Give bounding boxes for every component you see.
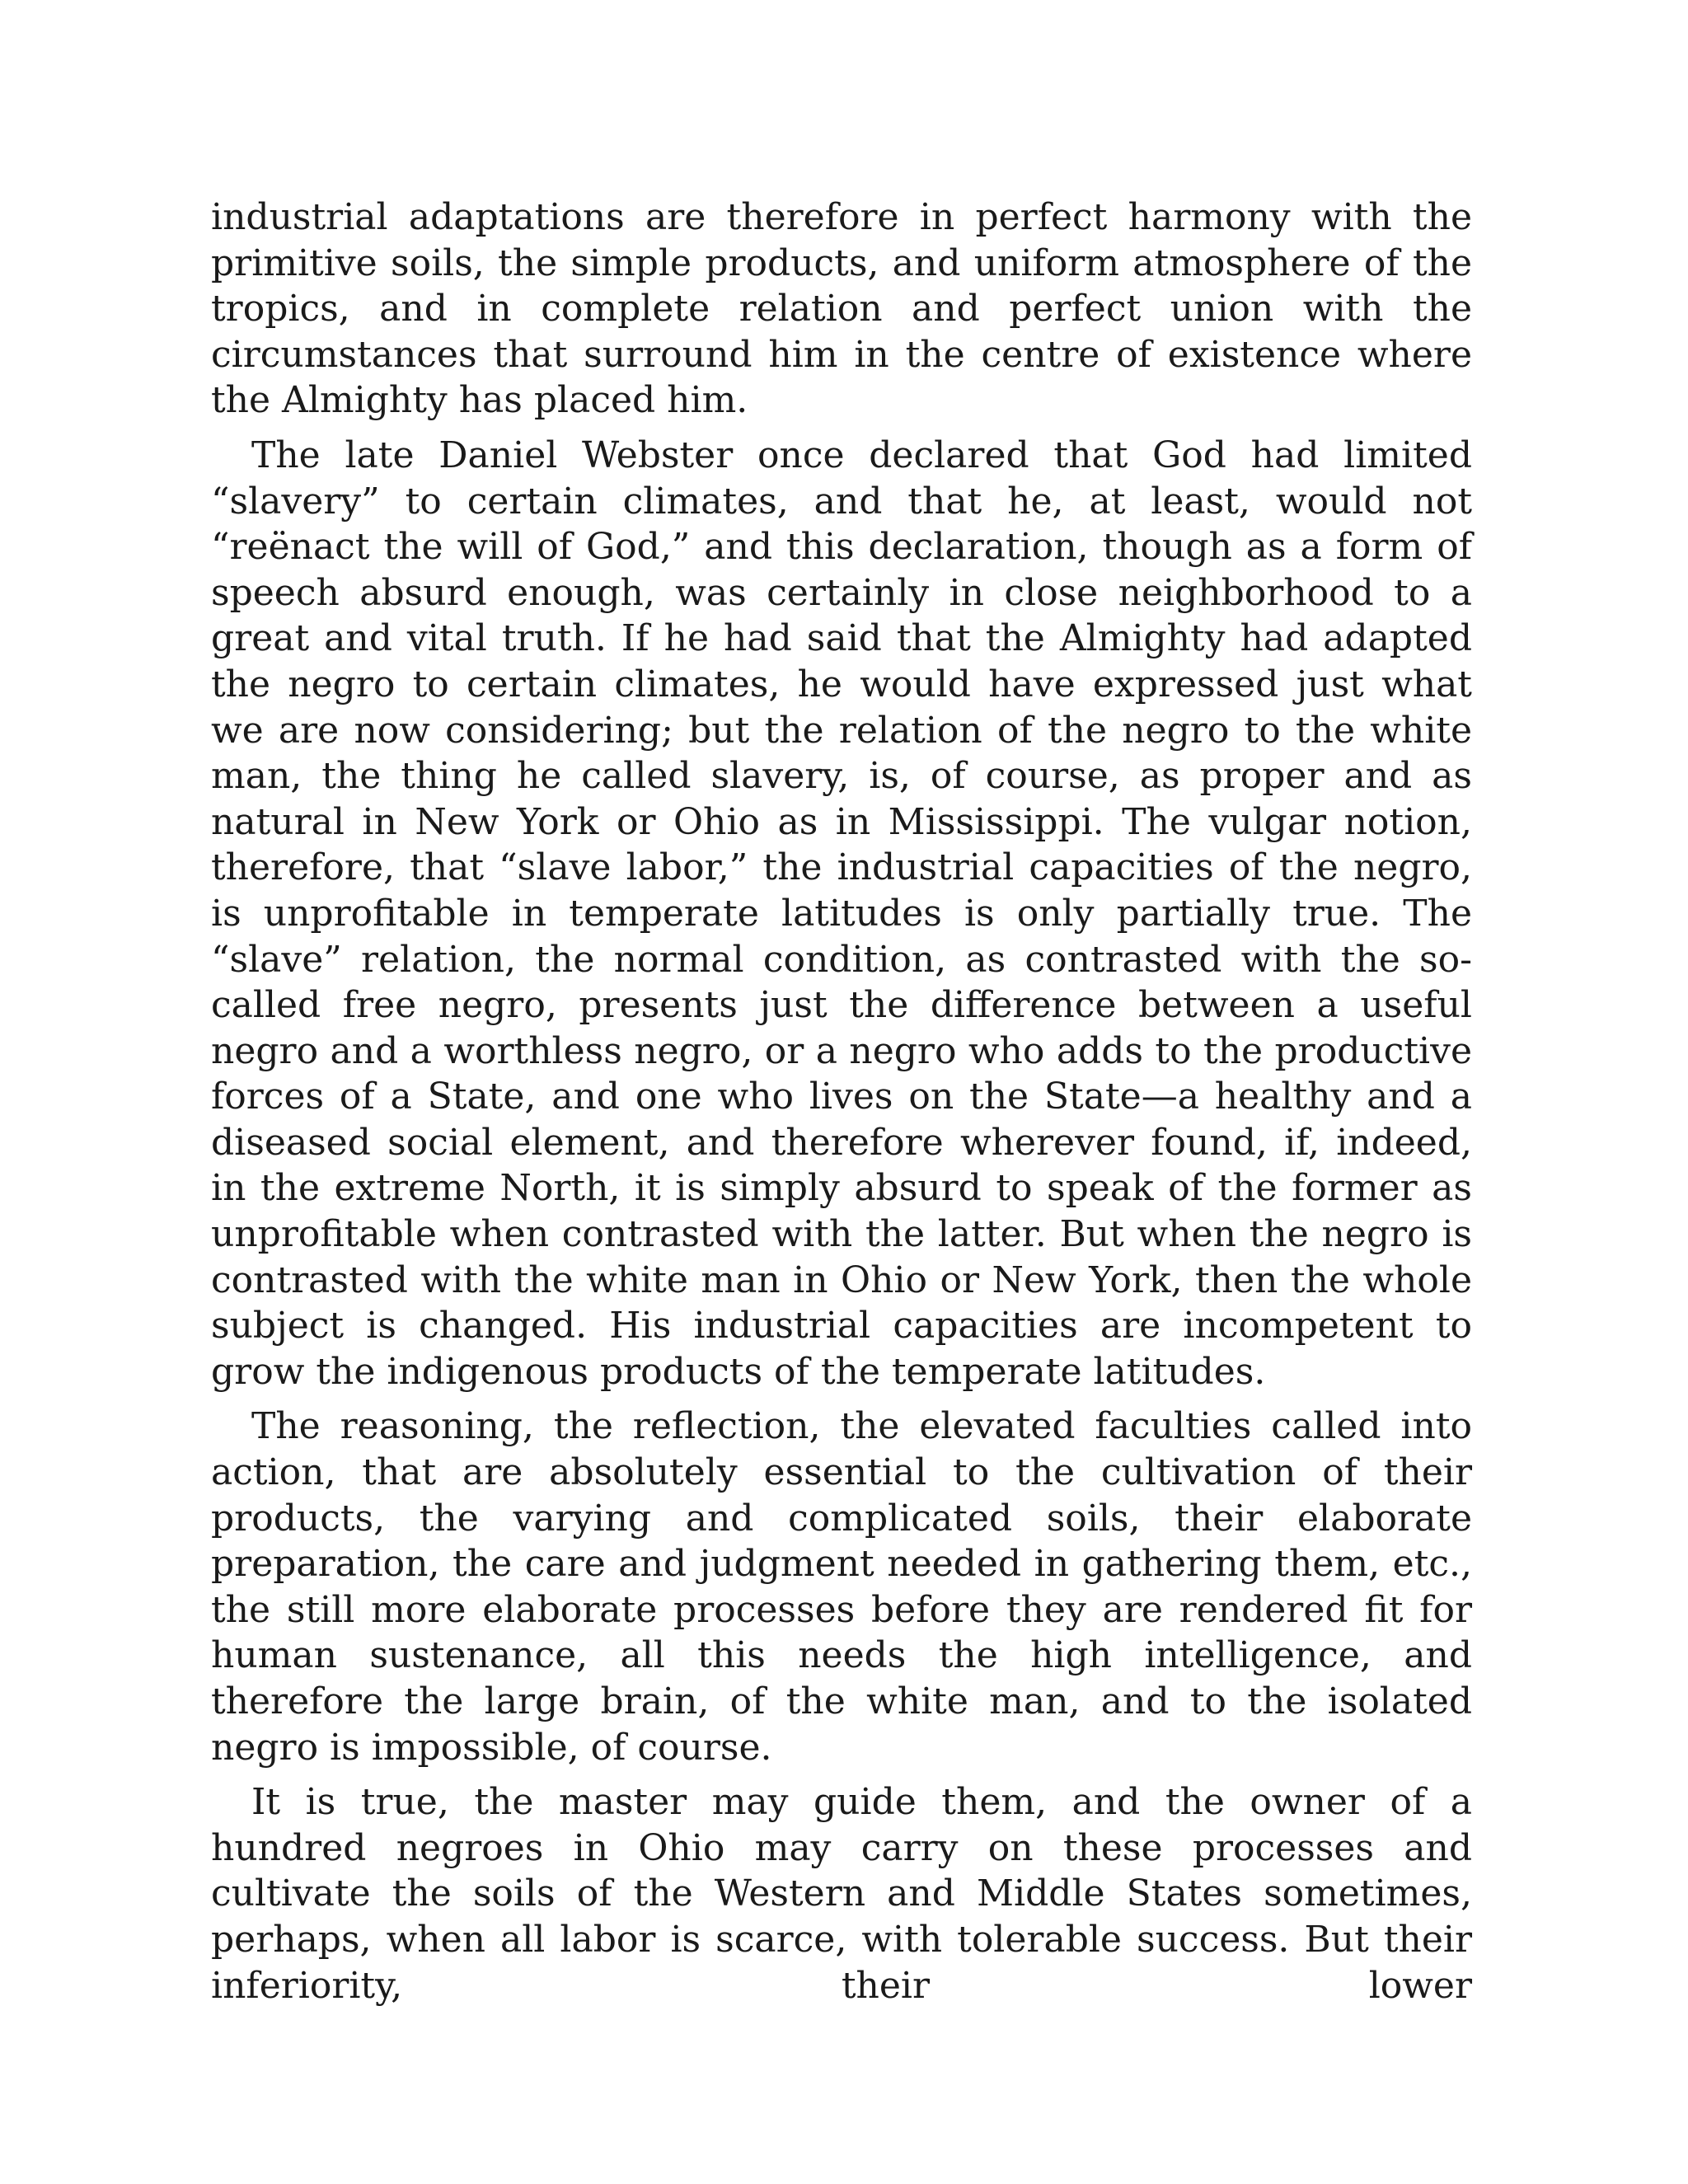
paragraph-webster: The late Daniel Webster once declared that God had limited “slavery” to certain climates, and that he, at least, would not “reënact the will of God,” and this declaration, though as a form of speech absurd enough, was certainly in close neighborhood to a great and vital truth. If he had said that the Almighty had adapted the negro to certain climates, he would have expressed just what we are now considering; but the relation of the negro to the white man, the thing he called slavery, is, of course, as proper and as natural in New York or Ohio as in Mississippi. The vulgar notion, therefore, that “slave labor,” the industrial capacities of the negro, is unprofitable in temperate latitudes is only partially true. The “slave” relation, the normal condition, as contrasted with the so-called free negro, presents just the difference between a useful negro and a worthless negro, or a negro who adds to the productive forces of a State, and one who lives on the State—a healthy and a diseased social element, and therefore wherever found, if, indeed, in the extreme North, it is simply absurd to speak of the former as unprofitable when contrasted with the latter. But when the negro is contrasted with the white man in Ohio or New York, then the whole subject is changed. His industrial capacities are incompetent to grow the indigenous products of the temperate latitudes. <box>211 434 1472 1393</box>
paragraph-reasoning: The reasoning, the reflection, the elevated faculties called into action, that are absolutely essential to the cultivation of their products, the varying and complicated soils, their elaborate preparation, the care and judgment needed in gathering them, etc., the still more elaborate processes before they are rendered fit for human sustenance, all this needs the high intelligence, and therefore the large brain, of the white man, and to the isolated negro is impossible, of course. <box>211 1405 1472 1769</box>
paragraph-master: It is true, the master may guide them, and the owner of a hundred negroes in Ohio may carry on these processes and cultivate the soils of the Western and Middle States sometimes, perhaps, when all labor is scarce, with tolerable success. But their inferiority, their lower <box>211 1781 1472 2007</box>
paragraph-continued: industrial adaptations are therefore in perfect harmony with the primitive soils, the simple products, and uniform atmosphere of the tropics, and in complete relation and perfect union with the circumstances that surround him in the centre of existence where the Almighty has placed him. <box>211 196 1472 422</box>
body-text <box>211 194 1472 2008</box>
